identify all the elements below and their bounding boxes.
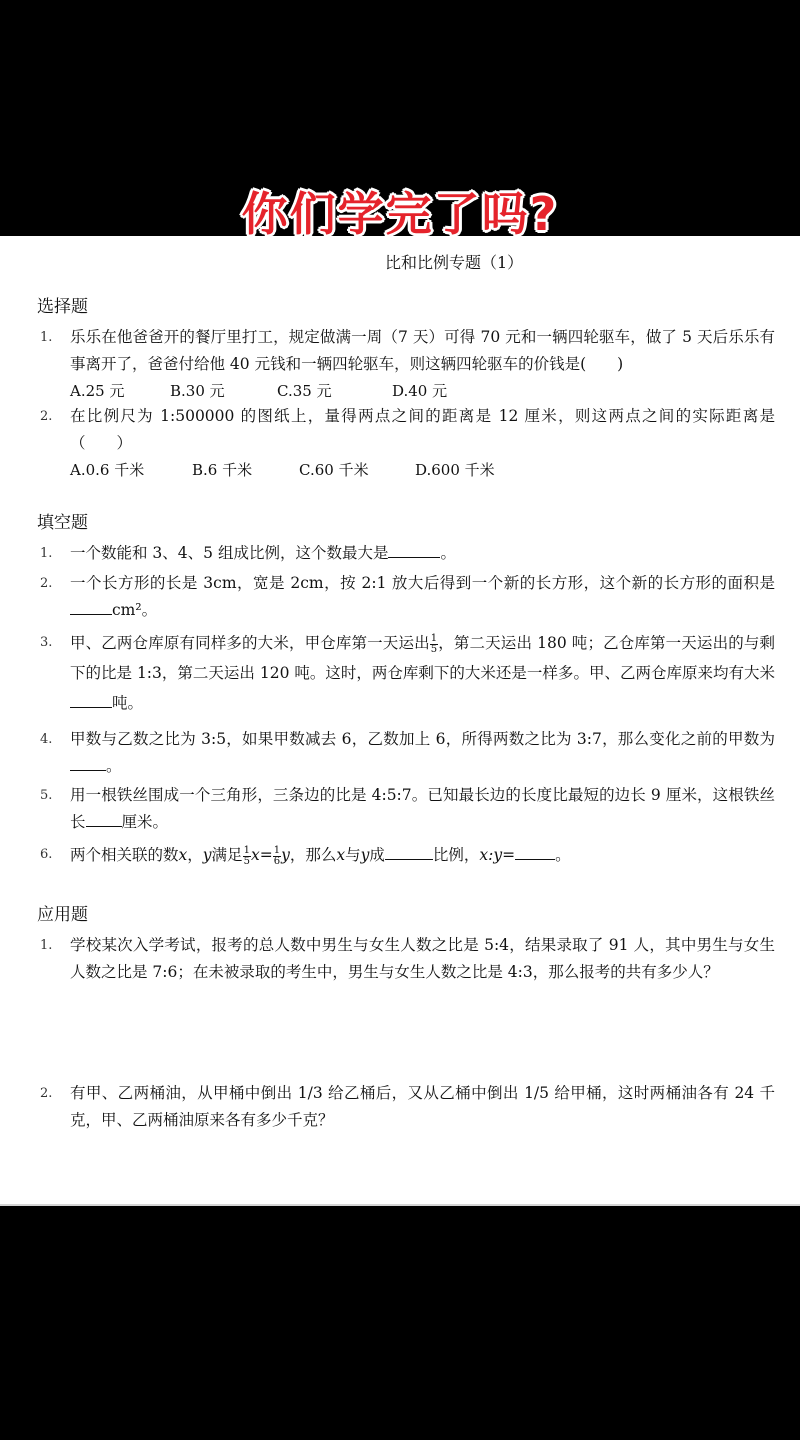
question-text: 与 [345,846,361,864]
section-heading-choice: 选择题 [37,297,88,317]
question-text-end: cm²。 [112,601,158,619]
option-d: D.40 元 [392,382,448,400]
option-c: C.35 元 [277,382,332,400]
option-list [70,457,775,484]
question-text: 一个长方形的长是 3cm，宽是 2cm，按 2:1 放大后得到一个新的长方形，这个新的长方形的面积是 [70,574,775,592]
option-b: B.30 元 [170,382,225,400]
fill-question-6 [40,840,775,870]
question-text: 一个数能和 3、4、5 组成比例，这个数最大是 [70,544,389,562]
question-text-mid: ，第二天运出 180 吨；乙仓库第一天运出的与剩下的比是 1:3，第二天运出 120 吨。这时，两仓库剩下的大米还是一样多。甲、乙两仓库原来均有大米 [70,634,775,682]
fill-question-5 [40,782,775,836]
question-number: 5. [40,788,53,803]
question-number: 3. [40,635,53,650]
ratio-expression: x:y= [479,846,516,864]
option-d: D.600 千米 [415,461,495,479]
answer-blank[interactable] [70,690,112,708]
option-a: A.0.6 千米 [70,461,145,479]
answer-blank-ratio[interactable] [515,842,555,860]
question-number: 1. [40,330,53,345]
question-text: ，那么 [289,846,337,864]
video-overlay-title: 你们学完了吗? [241,187,559,241]
variable-x: x [250,846,260,864]
question-number: 2. [40,576,53,591]
question-number: 1. [40,938,53,953]
question-text: 有甲、乙两桶油，从甲桶中倒出 1/3 给乙桶后，又从乙桶中倒出 1/5 给甲桶，这时两桶油各有 24 千克，甲、乙两桶油原来各有多少千克？ [70,1084,775,1129]
option-a: A.25 元 [70,382,125,400]
choice-question-2 [40,403,775,484]
question-text-end: 。 [555,846,571,864]
apply-question-2 [40,1080,775,1134]
option-c: C.60 千米 [299,461,369,479]
question-number: 1. [40,546,53,561]
question-text-end: 厘米。 [121,813,169,831]
section-heading-fill: 填空题 [37,513,88,533]
question-text: 满足 [211,846,243,864]
question-text: 用一根铁丝围成一个三角形，三条边的比是 4:5:7。已知最长边的长度比最短的边长 9 厘米，这根铁丝长 [70,786,775,831]
question-text-end: 吨。 [112,694,144,712]
worksheet-page [0,236,800,1206]
question-text-end: 。 [106,757,122,775]
question-text: 甲数与乙数之比为 3:5，如果甲数减去 6，乙数加上 6，所得两数之比为 3:7，那么变化之前的甲数为 [70,730,775,748]
comma: ， [187,846,203,864]
fill-question-3 [40,628,775,718]
option-list [70,378,775,405]
variable-y: y [281,846,290,864]
question-text: 学校某次入学考试，报考的总人数中男生与女生人数之比是 5:4，结果录取了 91 人，其中男生与女生人数之比是 7:6；在未被录取的考生中，男生与女生人数之比是 4:3，那么报考的共有多少人？ [70,936,775,981]
fraction: $\frac{1}{5}$ [430,632,438,655]
fill-question-4 [40,726,775,780]
fraction-one-sixth: $\frac{1}{6}$ [273,844,281,867]
document-title: 比和比例专题（1） [385,253,524,272]
question-number: 2. [40,409,53,424]
question-text: 两个相关联的数 [70,846,179,864]
section-heading-apply: 应用题 [37,905,88,925]
question-text: 比例， [432,846,480,864]
option-b: B.6 千米 [192,461,253,479]
question-text-end: 。 [440,544,456,562]
variable-y: y [360,846,370,864]
equals-sign: = [259,846,273,864]
question-text: 成 [369,846,385,864]
fill-question-2 [40,570,775,624]
variable-y: y [202,846,212,864]
question-text: 甲、乙两仓库原有同样多的大米，甲仓库第一天运出 [70,634,430,652]
question-text: 乐乐在他爸爸开的餐厅里打工，规定做满一周（7 天）可得 70 元和一辆四轮驱车，做了 5 天后乐乐有事离开了，爸爸付给他 40 元钱和一辆四轮驱车，则这辆四轮驱车的价钱是( ) [70,328,775,373]
answer-blank[interactable] [86,809,122,827]
answer-blank[interactable] [70,597,112,615]
variable-x: x [336,846,346,864]
answer-blank[interactable] [388,540,440,558]
answer-blank-relation[interactable] [385,842,433,860]
fraction-one-fifth: $\frac{1}{5}$ [243,844,250,867]
question-number: 2. [40,1086,53,1101]
apply-question-1 [40,932,775,986]
question-number: 4. [40,732,53,747]
variable-x: x [178,846,188,864]
choice-question-1 [40,324,775,405]
answer-blank[interactable] [70,753,106,771]
fill-question-1 [40,540,775,567]
question-text: 在比例尺为 1:500000 的图纸上，量得两点之间的距离是 12 厘米，则这两点之间的实际距离是（ ） [70,407,775,452]
question-number: 6. [40,847,53,862]
